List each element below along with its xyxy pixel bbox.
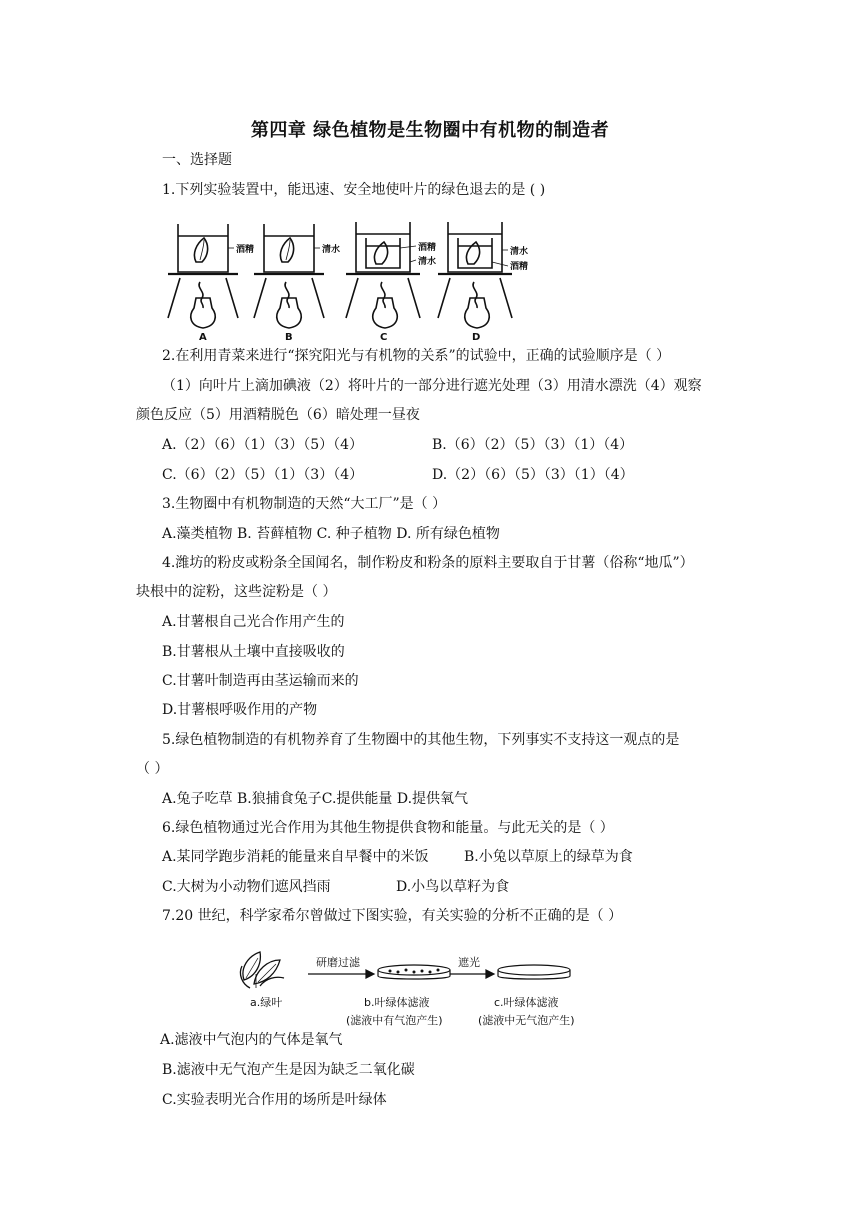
question-4-stem-line-2: 块根中的淀粉，这些淀粉是（ ） — [136, 584, 337, 600]
caption-a: A — [199, 332, 207, 343]
label-c-outer-liquid: 酒精 — [418, 243, 437, 253]
question-1-apparatus-figure — [166, 216, 536, 344]
apparatus-b — [254, 224, 324, 328]
apparatus-d — [438, 222, 512, 328]
apparatus-a — [168, 224, 238, 328]
dish-c-caption: c.叶绿体滤液 — [494, 996, 559, 1009]
question-1-stem: 1.下列实验装置中，能迅速、安全地使叶片的绿色退去的是 ( ) — [162, 182, 546, 198]
dish-c-note: (滤液中无气泡产生) — [478, 1014, 575, 1027]
question-5-stem-line-2: （ ） — [136, 761, 169, 777]
question-7-option-c: C.实验表明光合作用的场所是叶绿体 — [162, 1092, 387, 1108]
question-4-option-a: A.甘薯根自己光合作用产生的 — [162, 614, 345, 630]
question-4-option-b: B.甘薯根从土壤中直接吸收的 — [162, 644, 345, 660]
question-2-option-b: B.（6）（2）（5）（3）（1）（4） — [432, 437, 634, 453]
question-5-stem-line-1: 5.绿色植物制造的有机物养育了生物圈中的其他生物，下列事实不支持这一观点的是 — [162, 732, 680, 748]
question-2-stem: 2.在利用青菜来进行“探究阳光与有机物的关系”的试验中，正确的试验顺序是（ ） — [162, 348, 671, 364]
question-6-option-d: D.小鸟以草籽为食 — [396, 879, 510, 895]
label-a-liquid: 酒精 — [236, 245, 255, 255]
question-2-option-a: A.（2）（6）（1）（3）（5）（4） — [162, 437, 364, 453]
question-4-stem-line-1: 4.潍坊的粉皮或粉条全国闻名，制作粉皮和粉条的原料主要取自于甘薯（俗称“地瓜”） — [162, 555, 694, 571]
dish-b-note: (滤液中有气泡产生) — [346, 1014, 443, 1027]
section-heading: 一、选择题 — [162, 152, 232, 168]
leaf-caption: a.绿叶 — [250, 996, 283, 1009]
question-7-option-b: B.滤液中无气泡产生是因为缺乏二氧化碳 — [162, 1062, 415, 1078]
question-3-options: A.藻类植物 B. 苔藓植物 C. 种子植物 D. 所有绿色植物 — [162, 526, 500, 542]
question-2-steps-line-1: （1）向叶片上滴加碘液（2）将叶片的一部分进行遮光处理（3）用清水漂洗（4）观察 — [162, 378, 702, 394]
caption-b: B — [285, 332, 293, 343]
question-6-stem: 6.绿色植物通过光合作用为其他生物提供食物和能量。与此无关的是（ ） — [162, 820, 614, 836]
dish-b-caption: b.叶绿体滤液 — [364, 996, 430, 1009]
question-6-option-b: B.小兔以草原上的绿草为食 — [464, 849, 633, 865]
arrow-1-label: 研磨过滤 — [316, 956, 360, 969]
question-7-option-a: A.滤液中气泡内的气体是氧气 — [160, 1032, 343, 1048]
label-c-inner-liquid: 清水 — [418, 257, 437, 267]
dish-b-bubbles — [389, 969, 440, 974]
question-6-option-a: A.某同学跑步消耗的能量来自早餐中的米饭 — [162, 849, 429, 865]
apparatus-c — [346, 222, 420, 328]
page-title: 第四章 绿色植物是生物圈中有机物的制造者 — [250, 120, 610, 141]
question-4-option-d: D.甘薯根呼吸作用的产物 — [162, 702, 318, 718]
question-2-option-c: C.（6）（2）（5）（1）（3）（4） — [162, 467, 364, 483]
caption-d: D — [472, 332, 481, 343]
question-6-option-c: C.大树为小动物们遮风挡雨 — [162, 879, 331, 895]
question-7-stem: 7.20 世纪，科学家希尔曾做过下图实验，有关实验的分析不正确的是（ ） — [162, 908, 623, 924]
question-5-options: A.兔子吃草 B.狼捕食兔子C.提供能量 D.提供氧气 — [162, 791, 469, 807]
question-7-experiment-figure — [236, 944, 596, 1034]
label-d-outer-liquid: 清水 — [510, 247, 529, 257]
question-2-steps-line-2: 颜色反应（5）用酒精脱色（6）暗处理一昼夜 — [136, 407, 420, 423]
label-d-inner-liquid: 酒精 — [510, 262, 529, 272]
arrow-2-label: 遮光 — [458, 956, 480, 969]
green-leaf-drawing — [240, 952, 284, 988]
question-3-stem: 3.生物圈中有机物制造的天然“大工厂”是（ ） — [162, 496, 447, 512]
question-4-option-c: C.甘薯叶制造再由茎运输而来的 — [162, 673, 359, 689]
caption-c: C — [380, 332, 388, 343]
question-2-option-d: D.（2）（6）（5）（3）（1）（4） — [432, 467, 634, 483]
dish-c-drawing — [498, 965, 570, 979]
label-b-liquid: 清水 — [322, 245, 341, 255]
